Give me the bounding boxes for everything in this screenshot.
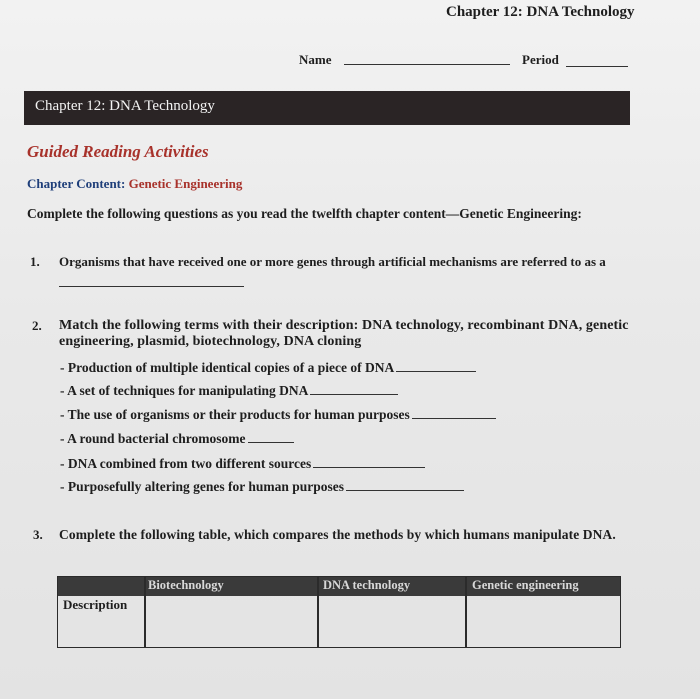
name-field-line[interactable]: [344, 64, 510, 65]
question-1-number: 1.: [30, 254, 40, 269]
chapter-content-value: Genetic Engineering: [128, 176, 243, 191]
table-header-genetic-engineering: Genetic engineering: [472, 578, 579, 592]
name-label: Name: [299, 52, 332, 67]
match-item-text: - Production of multiple identical copies of a piece of DNA: [60, 360, 395, 375]
table-divider: [465, 577, 467, 647]
match-item-text: - The use of organisms or their products for human purposes: [60, 407, 410, 422]
section-heading: Guided Reading Activities: [27, 142, 209, 161]
chapter-content-label: Chapter Content:: [27, 176, 126, 191]
match-answer-line[interactable]: [412, 406, 496, 419]
table-header-dna-technology: DNA technology: [323, 578, 411, 592]
table-divider: [317, 577, 319, 647]
question-1-answer-line[interactable]: [59, 286, 244, 287]
question-2-text: Match the following terms with their description: DNA technology, recombinant DNA, genetic engineering, plasmid, biotechnology, DNA cloning: [59, 318, 629, 349]
question-3-number: 3.: [33, 527, 43, 542]
question-2-number: 2.: [32, 318, 42, 333]
match-item: [60, 382, 398, 399]
match-item-text: - DNA combined from two different sources: [60, 456, 312, 471]
match-answer-line[interactable]: [396, 359, 476, 372]
chapter-banner: [24, 91, 630, 125]
banner-title: Chapter 12: DNA Technology: [35, 98, 215, 114]
header-chapter-title: Chapter 12: DNA Technology: [446, 4, 635, 20]
match-answer-line[interactable]: [310, 382, 398, 395]
match-answer-line[interactable]: [346, 478, 464, 491]
period-field-line[interactable]: [566, 66, 628, 67]
match-item-text: - A set of techniques for manipulating DNA: [60, 383, 309, 398]
match-item: [60, 359, 476, 376]
match-item: [60, 406, 496, 423]
match-item: [60, 478, 464, 495]
table-header-biotechnology: Biotechnology: [148, 578, 224, 592]
table-row-label: Description: [63, 597, 128, 612]
table-divider: [144, 577, 146, 647]
match-answer-line[interactable]: [313, 455, 425, 468]
match-answer-line[interactable]: [248, 430, 294, 443]
match-item: [60, 455, 425, 472]
period-label: Period: [522, 52, 559, 67]
instructions: Complete the following questions as you read the twelfth chapter content—Genetic Engineering:: [27, 206, 582, 221]
match-item-text: - Purposefully altering genes for human purposes: [60, 479, 345, 494]
comparison-table: [57, 576, 621, 648]
match-item: [60, 430, 294, 447]
chapter-content-line: [27, 176, 242, 192]
question-3-text: Complete the following table, which compares the methods by which humans manipulate DNA.: [59, 527, 616, 542]
match-item-text: - A round bacterial chromosome: [60, 431, 246, 446]
question-1-text: Organisms that have received one or more genes through artificial mechanisms are referred to as a: [59, 254, 606, 269]
